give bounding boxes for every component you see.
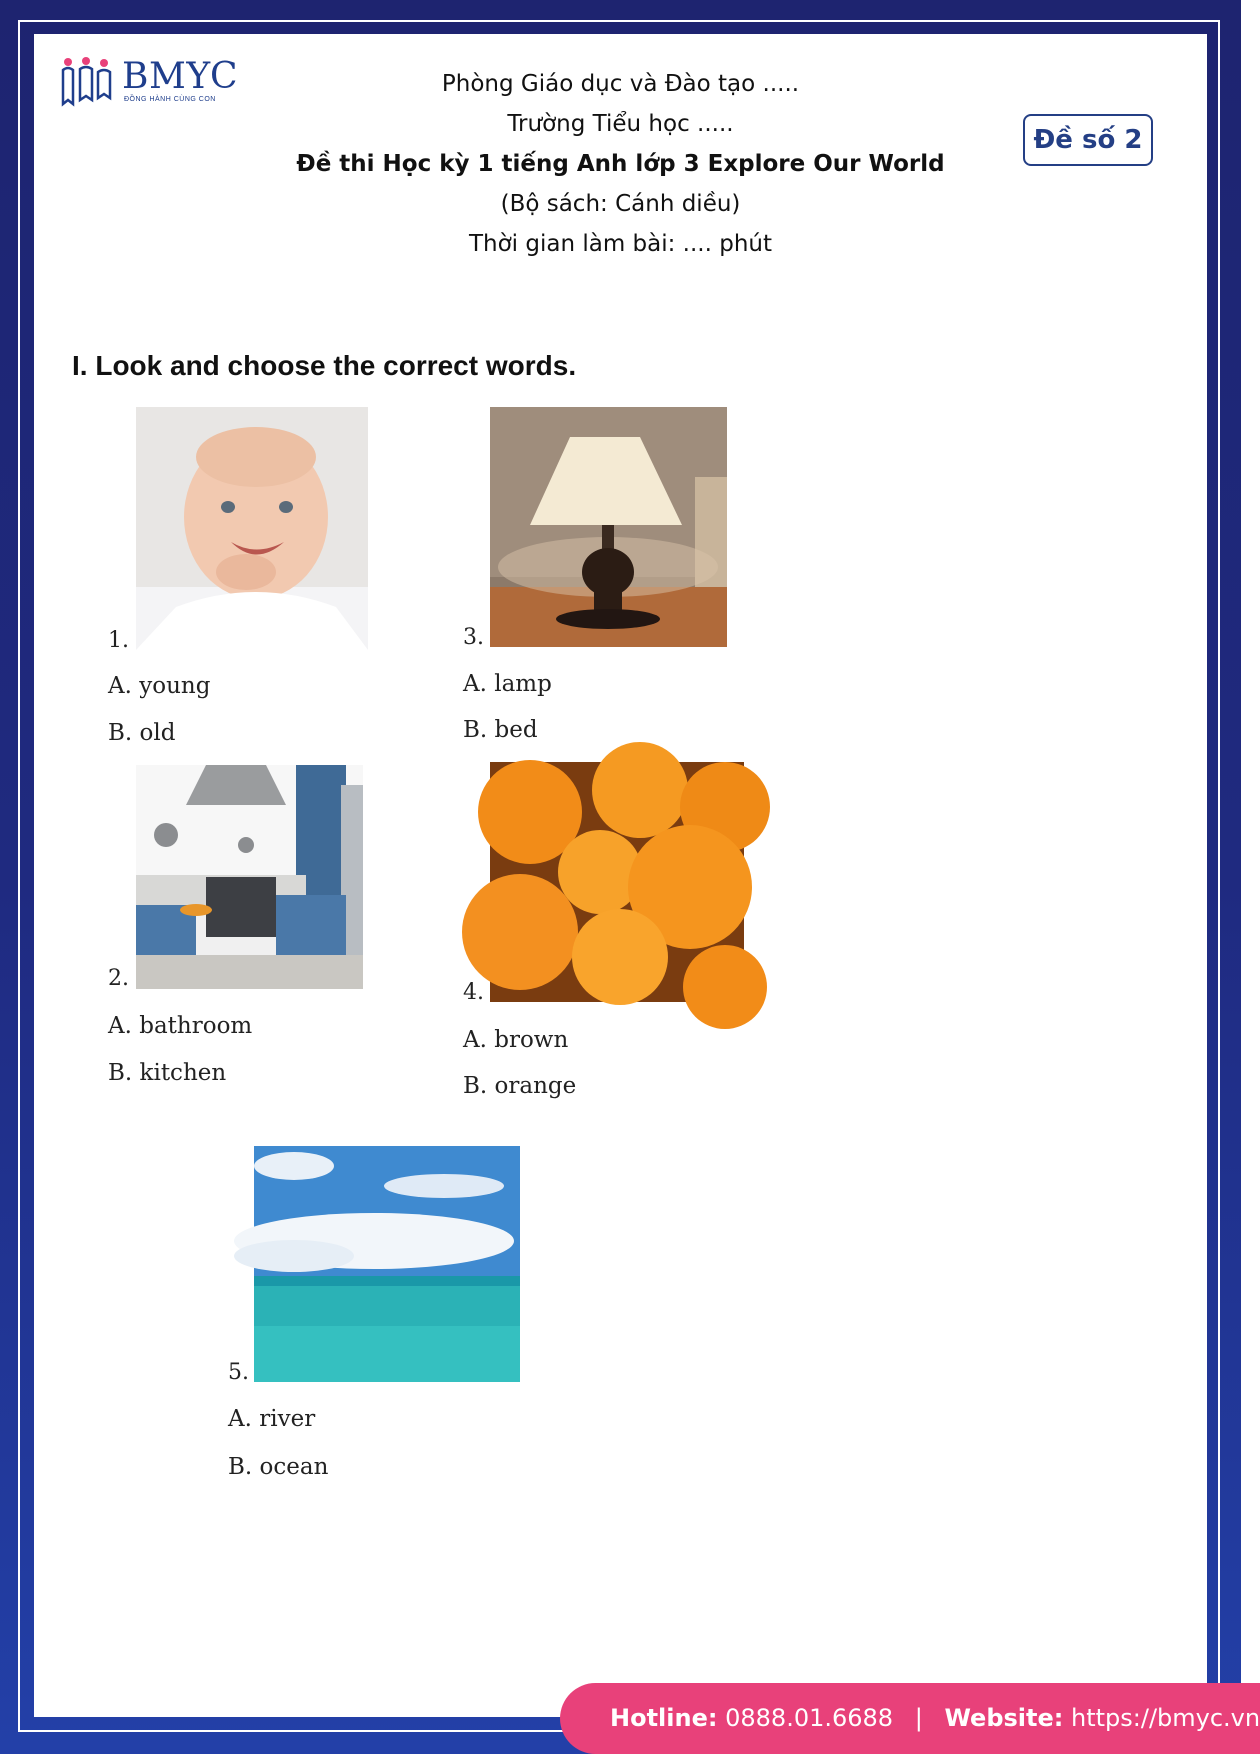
kitchen-picture	[136, 765, 363, 989]
question-number: 5.	[228, 1360, 249, 1385]
footer-separator: |	[914, 1704, 923, 1732]
option-a[interactable]: A. lamp	[463, 671, 552, 697]
logo-name: BMYC	[122, 56, 238, 97]
logo-tagline: ĐỒNG HÀNH CÙNG CON	[124, 96, 216, 103]
lamp-picture	[490, 407, 727, 647]
department-line: Phòng Giáo dục và Đào tạo .....	[441, 71, 800, 97]
duration-line: Thời gian làm bài: .... phút	[468, 231, 773, 257]
school-line: Trường Tiểu học .....	[507, 111, 734, 137]
option-b[interactable]: B. old	[108, 720, 176, 746]
exam-title: Đề thi Học kỳ 1 tiếng Anh lớp 3 Explore Our World	[296, 151, 945, 177]
book-series-line: (Bộ sách: Cánh diều)	[500, 191, 741, 217]
option-b[interactable]: B. bed	[463, 717, 538, 743]
contact-footer	[560, 1683, 1260, 1754]
section-title: I. Look and choose the correct words.	[72, 350, 577, 381]
option-a[interactable]: A. young	[108, 673, 211, 699]
option-a[interactable]: A. bathroom	[108, 1013, 253, 1039]
question-number: 1.	[108, 628, 129, 653]
exam-number-badge: Đề số 2	[1023, 114, 1153, 166]
ocean-picture	[254, 1146, 520, 1382]
option-a[interactable]: A. brown	[463, 1027, 569, 1053]
website-label: Website:	[944, 1704, 1064, 1732]
question-number: 4.	[463, 980, 484, 1005]
question-number: 3.	[463, 625, 484, 650]
question-number: 2.	[108, 966, 129, 991]
hotline-label: Hotline:	[610, 1704, 718, 1732]
oranges-picture	[490, 762, 744, 1002]
baby-picture	[136, 407, 368, 650]
option-b[interactable]: B. kitchen	[108, 1060, 227, 1086]
website-link[interactable]: https://bmyc.vn	[1071, 1704, 1260, 1732]
option-b[interactable]: B. ocean	[228, 1454, 329, 1480]
option-b[interactable]: B. orange	[463, 1073, 577, 1099]
hotline-number[interactable]: 0888.01.6688	[725, 1704, 894, 1732]
option-a[interactable]: A. river	[228, 1406, 316, 1432]
